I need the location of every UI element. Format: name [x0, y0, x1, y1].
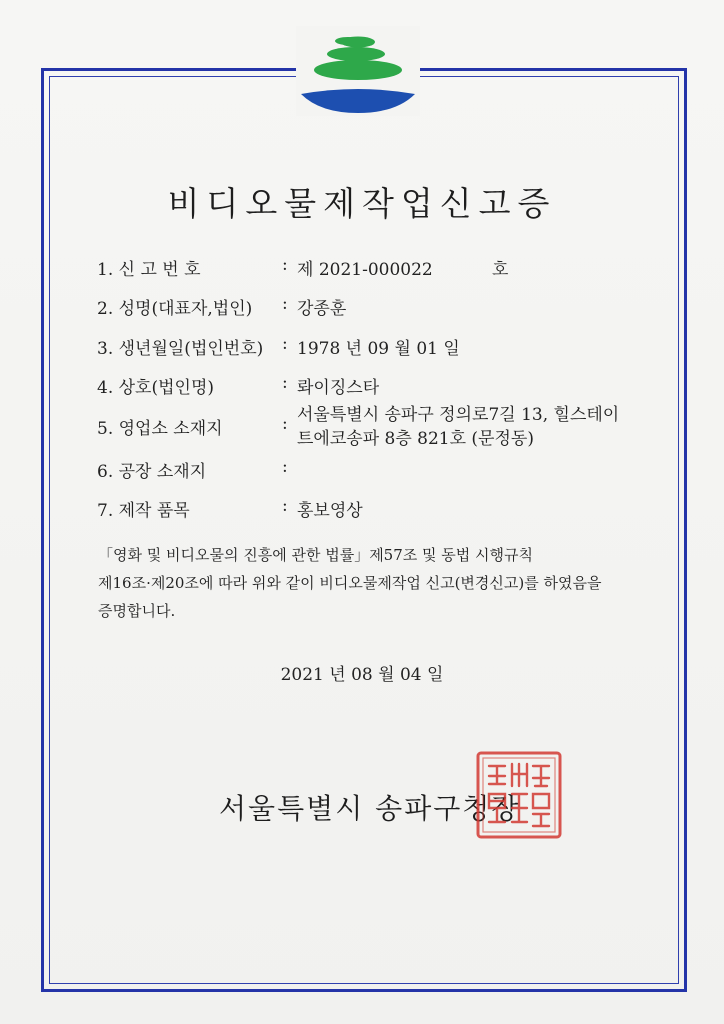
field-value: 강종훈 — [297, 299, 347, 319]
songpa-logo-emblem — [296, 26, 420, 116]
field-value — [297, 403, 647, 451]
field-label: 6. 공장 소재지 — [97, 462, 207, 482]
field-label: 1. 신 고 번 호 — [97, 260, 201, 280]
official-seal-stamp — [475, 750, 563, 840]
statement-line-2: 제16조·제20조에 따라 위와 같이 비디오물제작업 신고(변경신고)를 하였음을 — [98, 574, 602, 592]
certification-statement — [98, 541, 658, 625]
document-title: 비디오물제작업신고증 — [167, 184, 557, 223]
field-value: 롸이징스타 — [297, 378, 380, 398]
issue-date: 2021 년 08 월 04 일 — [280, 665, 444, 685]
issuer-name: 서울특별시 송파구청장 — [219, 792, 521, 825]
field-label: 3. 생년월일(법인번호) — [97, 339, 264, 359]
field-colon: : — [282, 255, 288, 275]
statement-line-1: 「영화 및 비디오물의 진흥에 관한 법률」제57조 및 동법 시행규칙 — [98, 546, 533, 564]
address-line-2: 트에코송파 8층 821호 (문정동) — [297, 429, 534, 449]
field-colon: : — [282, 294, 288, 314]
field-label: 4. 상호(법인명) — [97, 378, 214, 398]
field-colon: : — [282, 496, 288, 516]
field-value: 제 2021-000022 — [297, 260, 433, 280]
field-label: 2. 성명(대표자,법인) — [97, 299, 253, 319]
field-colon: : — [282, 373, 288, 393]
field-value: 1978 년 09 월 01 일 — [297, 339, 460, 359]
field-colon: : — [282, 334, 288, 354]
field-colon: : — [282, 414, 288, 434]
statement-line-3: 증명합니다. — [98, 602, 176, 620]
field-colon: : — [282, 457, 288, 477]
field-label: 7. 제작 품목 — [97, 501, 190, 521]
field-label: 5. 영업소 소재지 — [97, 419, 223, 439]
address-line-1: 서울특별시 송파구 정의로7길 13, 힐스테이 — [297, 405, 620, 425]
field-suffix: 호 — [492, 260, 509, 280]
field-value: 홍보영상 — [297, 501, 363, 521]
